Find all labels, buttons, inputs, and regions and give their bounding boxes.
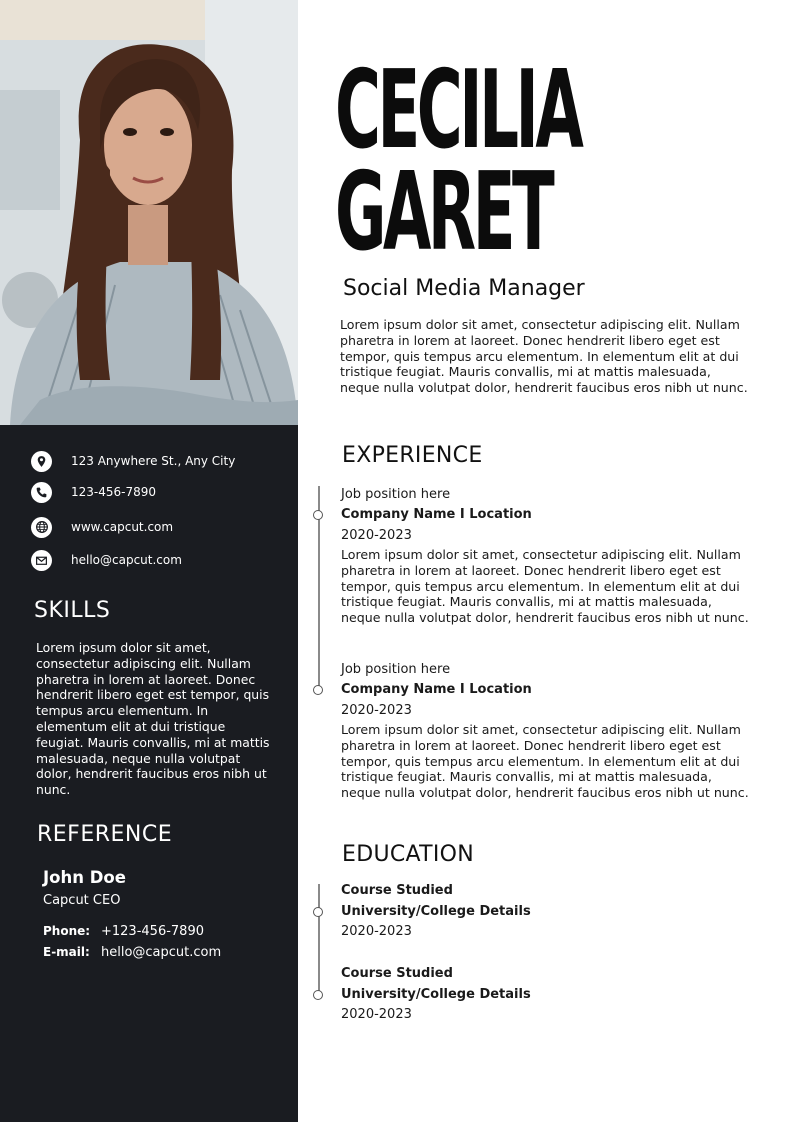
address-text: 123 Anywhere St., Any City [71, 454, 236, 468]
contact-website [31, 516, 174, 538]
company-name: Company Name I Location [341, 507, 532, 522]
course-name: Course Studied [341, 966, 453, 981]
reference-email-label: E-mail: [43, 945, 90, 959]
job-years: 2020-2023 [341, 703, 412, 718]
job-years: 2020-2023 [341, 528, 412, 543]
phone-text: 123-456-7890 [71, 485, 157, 499]
education-years: 2020-2023 [341, 1007, 412, 1022]
job-position: Job position here [341, 487, 451, 502]
sidebar [0, 0, 298, 1122]
education-heading: EDUCATION [342, 842, 475, 867]
timeline-dot [313, 907, 323, 917]
first-name: CECILIA [335, 48, 581, 173]
school-name: University/College Details [341, 904, 531, 919]
last-name: GARET [335, 150, 552, 275]
mail-icon [31, 550, 52, 571]
education-timeline [318, 884, 320, 996]
profile-summary: Lorem ipsum dolor sit amet, consectetur adipiscing elit. Nullam pharetra in lorem at laoreet. Donec hendrerit libero eget est tempor, quis tempus arcu elementum. In elementum elit at dui tristique feugiat. Mauris convallis, mi at mattis malesuada, neque nulla volutpat dolor, hendrerit faucibus eros nibh ut nunc. [340, 317, 748, 396]
email-link[interactable]: hello@capcut.com [71, 553, 182, 567]
portrait-illustration [0, 0, 298, 425]
reference-phone [43, 924, 204, 939]
skills-text: Lorem ipsum dolor sit amet, consectetur adipiscing elit. Nullam pharetra in lorem at laoreet. Donec hendrerit libero eget est tempor, quis tempus arcu elementum. In elementum elit at dui tristique feugiat. Mauris convallis, mi at mattis malesuada, neque nulla volutpat dolor, hendrerit faucibus eros nibh ut nunc. [36, 640, 270, 798]
timeline-dot [313, 990, 323, 1000]
reference-heading: REFERENCE [37, 822, 173, 847]
reference-name: John Doe [43, 868, 126, 887]
timeline-dot [313, 685, 323, 695]
job-description: Lorem ipsum dolor sit amet, consectetur adipiscing elit. Nullam pharetra in lorem at laoreet. Donec hendrerit libero eget est tempor, quis tempus arcu elementum. In elementum elit at dui tristique feugiat. Mauris convallis, mi at mattis malesuada, neque nulla volutpat dolor, hendrerit faucibus eros nibh ut nunc. [341, 722, 749, 801]
contact-email [31, 549, 182, 571]
website-link[interactable]: www.capcut.com [71, 520, 174, 534]
job-position: Job position here [341, 662, 451, 677]
contact-phone [31, 481, 157, 503]
profile-photo [0, 0, 298, 425]
reference-phone-value: +123-456-7890 [101, 924, 204, 939]
reference-role: Capcut CEO [43, 893, 121, 908]
job-title: Social Media Manager [343, 276, 585, 301]
location-icon [31, 451, 52, 472]
education-years: 2020-2023 [341, 924, 412, 939]
course-name: Course Studied [341, 883, 453, 898]
school-name: University/College Details [341, 987, 531, 1002]
company-name: Company Name I Location [341, 682, 532, 697]
contact-address [31, 450, 236, 472]
reference-email-value[interactable]: hello@capcut.com [101, 945, 222, 960]
full-name [335, 48, 581, 275]
reference-email [43, 945, 221, 960]
reference-phone-label: Phone: [43, 924, 91, 938]
job-description: Lorem ipsum dolor sit amet, consectetur adipiscing elit. Nullam pharetra in lorem at laoreet. Donec hendrerit libero eget est tempor, quis tempus arcu elementum. In elementum elit at dui tristique feugiat. Mauris convallis, mi at mattis malesuada, neque nulla volutpat dolor, hendrerit faucibus eros nibh ut nunc. [341, 547, 749, 626]
globe-icon [31, 517, 52, 538]
skills-heading: SKILLS [34, 598, 111, 623]
experience-heading: EXPERIENCE [342, 443, 483, 468]
timeline-dot [313, 510, 323, 520]
phone-icon [31, 482, 52, 503]
